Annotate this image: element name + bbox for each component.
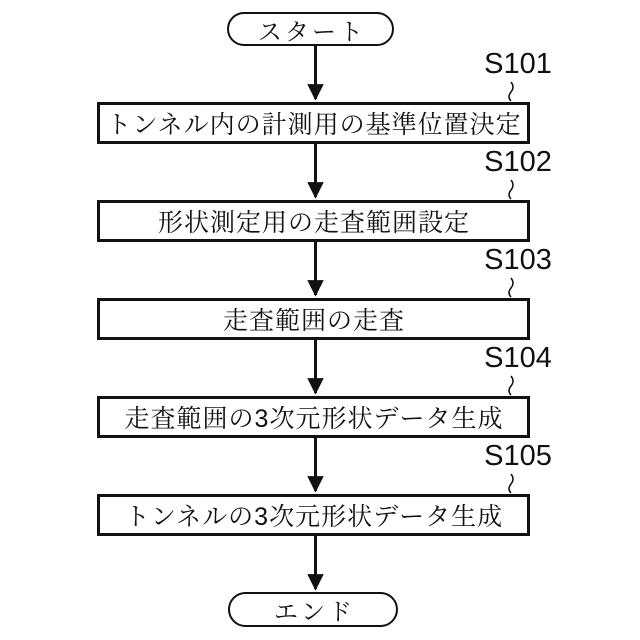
start-terminal: [227, 12, 394, 46]
step-id-s105: S105: [484, 440, 552, 472]
step-box-s102: [97, 200, 530, 242]
step-box-s105: [97, 494, 530, 536]
step-box-s105-label: トンネルの3次元形状データ生成: [124, 503, 504, 531]
start-terminal-label: スタート: [258, 18, 366, 46]
leader-squiggle-s104: [509, 376, 513, 395]
step-id-s104: S104: [484, 342, 552, 374]
step-box-s101: [97, 102, 530, 144]
step-box-s104-label: 走査範囲の3次元形状データ生成: [124, 405, 504, 433]
step-id-s101: S101: [484, 48, 552, 80]
step-box-s104: [97, 396, 530, 438]
step-id-s103: S103: [484, 244, 552, 276]
end-terminal: [228, 592, 398, 627]
end-terminal-label: エンド: [274, 599, 355, 626]
leader-squiggle-s101: [509, 82, 513, 101]
step-box-s102-label: 形状測定用の走査範囲設定: [157, 209, 470, 237]
step-box-s103-label: 走査範囲の走査: [222, 307, 405, 335]
step-id-s102: S102: [484, 146, 552, 178]
leader-squiggle-s103: [509, 278, 513, 297]
step-box-s101-label: トンネル内の計測用の基準位置決定: [106, 111, 522, 139]
leader-squiggle-s105: [509, 474, 513, 493]
step-box-s103: [97, 298, 530, 340]
leader-squiggle-s102: [509, 180, 513, 199]
